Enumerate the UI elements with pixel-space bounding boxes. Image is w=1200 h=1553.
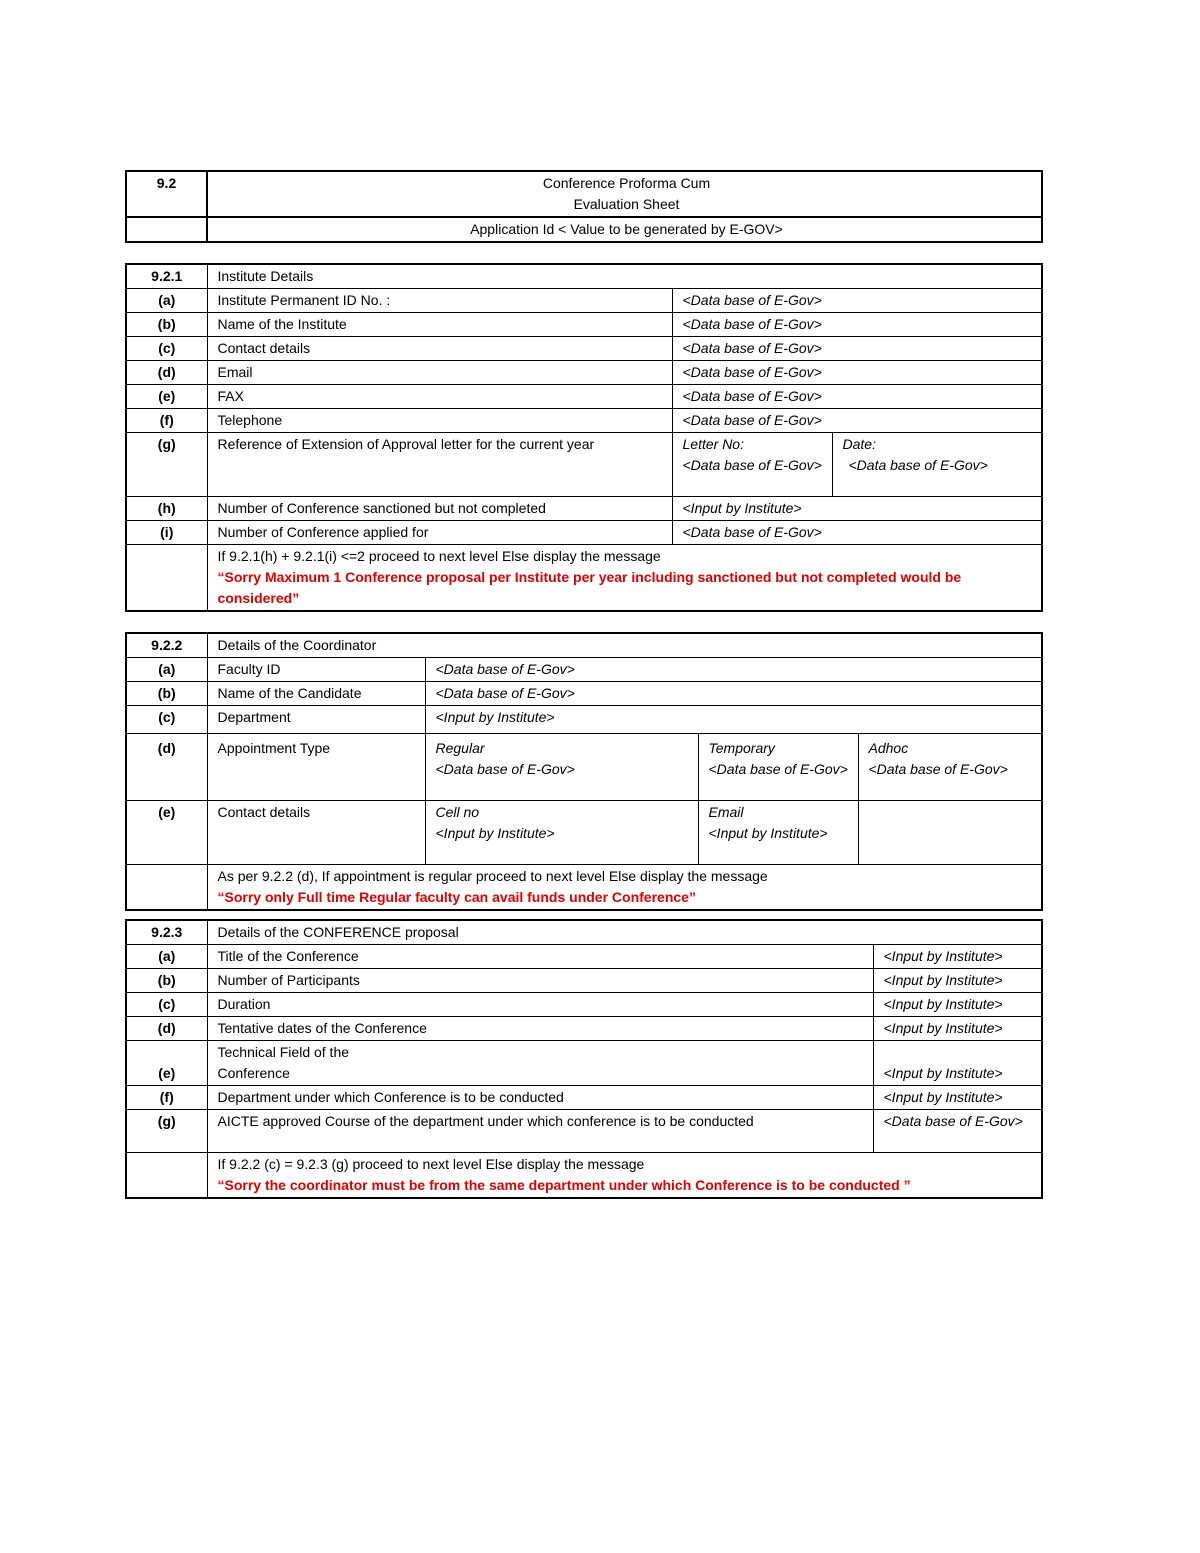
- row-value[interactable]: <Input by Institute>: [873, 1041, 1042, 1086]
- form-title-line2: Evaluation Sheet: [573, 196, 680, 212]
- row-value[interactable]: <Input by Institute>: [672, 497, 1042, 521]
- coordinator-rule-text: As per 9.2.2 (d), If appointment is regular proceed to next level Else display the message: [217, 868, 768, 884]
- row-code: (e): [126, 385, 207, 409]
- row-label: Number of Participants: [207, 969, 873, 993]
- row-label: Institute Permanent ID No. :: [207, 289, 672, 313]
- table-row: [126, 521, 1042, 545]
- date-label: Date:: [842, 436, 876, 452]
- row-label: Duration: [207, 993, 873, 1017]
- contact-blank: [858, 801, 1042, 865]
- row-value[interactable]: <Data base of E-Gov>: [672, 361, 1042, 385]
- row-code: (c): [126, 993, 207, 1017]
- proposal-section-title: Details of the CONFERENCE proposal: [207, 920, 1042, 945]
- row-value[interactable]: <Input by Institute>: [873, 945, 1042, 969]
- row-label: FAX: [207, 385, 672, 409]
- proposal-rule: [207, 1153, 1042, 1199]
- table-row: [126, 497, 1042, 521]
- header-table: [125, 170, 1043, 243]
- table-row: [126, 289, 1042, 313]
- coordinator-section-title: Details of the Coordinator: [207, 633, 1042, 658]
- table-row: [126, 969, 1042, 993]
- row-code: (d): [126, 1017, 207, 1041]
- application-id-blank: [126, 217, 207, 242]
- row-label: Contact details: [207, 801, 425, 865]
- row-code: (f): [126, 409, 207, 433]
- table-row: [126, 658, 1042, 682]
- table-row: [126, 734, 1042, 801]
- table-row: [126, 313, 1042, 337]
- table-row: [126, 337, 1042, 361]
- row-value[interactable]: <Input by Institute>: [873, 993, 1042, 1017]
- table-row: [126, 361, 1042, 385]
- cell-no-value: <Input by Institute>: [435, 825, 555, 841]
- row-value[interactable]: <Data base of E-Gov>: [425, 682, 1042, 706]
- row-code: (c): [126, 706, 207, 734]
- email-cell[interactable]: [698, 801, 858, 865]
- row-label: Number of Conference applied for: [207, 521, 672, 545]
- row-label: Reference of Extension of Approval letter for the current year: [207, 433, 672, 497]
- row-code: (i): [126, 521, 207, 545]
- row-value[interactable]: <Data base of E-Gov>: [672, 409, 1042, 433]
- letter-no-cell[interactable]: [672, 433, 832, 497]
- form-title: [207, 171, 1042, 217]
- table-row: [126, 801, 1042, 865]
- proposal-details-table: [125, 919, 1043, 1199]
- section-number: 9.2: [126, 171, 207, 217]
- date-cell[interactable]: [832, 433, 1042, 497]
- row-code: (b): [126, 313, 207, 337]
- regular-cell[interactable]: [425, 734, 698, 801]
- cell-no-label: Cell no: [435, 804, 480, 820]
- temporary-label: Temporary: [708, 740, 775, 756]
- letter-no-value: <Data base of E-Gov>: [682, 457, 822, 473]
- table-row: [126, 1110, 1042, 1153]
- rule-blank: [126, 545, 207, 612]
- adhoc-value: <Data base of E-Gov>: [868, 761, 1008, 777]
- institute-rule-text: If 9.2.1(h) + 9.2.1(i) <=2 proceed to next level Else display the message: [217, 548, 661, 564]
- email-value: <Input by Institute>: [708, 825, 828, 841]
- institute-rule: [207, 545, 1042, 612]
- row-code: (d): [126, 734, 207, 801]
- institute-section-title: Institute Details: [207, 264, 1042, 289]
- row-label: Name of the Institute: [207, 313, 672, 337]
- row-value[interactable]: <Data base of E-Gov>: [425, 658, 1042, 682]
- row-value[interactable]: <Input by Institute>: [873, 1017, 1042, 1041]
- institute-details-table: [125, 263, 1043, 612]
- row-label: Department: [207, 706, 425, 734]
- table-row: [126, 945, 1042, 969]
- row-label: Faculty ID: [207, 658, 425, 682]
- coordinator-section-code: 9.2.2: [126, 633, 207, 658]
- row-label: Number of Conference sanctioned but not completed: [207, 497, 672, 521]
- coordinator-rule: [207, 865, 1042, 911]
- row-label: Email: [207, 361, 672, 385]
- coordinator-details-table: [125, 632, 1043, 911]
- form-title-line1: Conference Proforma Cum: [542, 175, 711, 191]
- row-value[interactable]: <Input by Institute>: [425, 706, 1042, 734]
- email-label: Email: [708, 804, 744, 820]
- row-code: (h): [126, 497, 207, 521]
- row-code: (b): [126, 682, 207, 706]
- table-row: [126, 682, 1042, 706]
- row-code: (b): [126, 969, 207, 993]
- table-row: [126, 1086, 1042, 1110]
- table-row: [126, 385, 1042, 409]
- table-row: [126, 409, 1042, 433]
- row-code: (e): [126, 1041, 207, 1086]
- row-code: (e): [126, 801, 207, 865]
- application-id: Application Id < Value to be generated by E-GOV>: [207, 217, 1042, 242]
- row-code: (d): [126, 361, 207, 385]
- row-code: (g): [126, 433, 207, 497]
- tech-field-label-line2: Conference: [217, 1065, 290, 1081]
- row-label: AICTE approved Course of the department under which conference is to be conducted: [207, 1110, 873, 1153]
- tech-field-label-line1: Technical Field of the: [217, 1044, 350, 1060]
- row-label: Contact details: [207, 337, 672, 361]
- temporary-value: <Data base of E-Gov>: [708, 761, 848, 777]
- table-row: [126, 993, 1042, 1017]
- row-code: (c): [126, 337, 207, 361]
- row-value[interactable]: <Data base of E-Gov>: [672, 289, 1042, 313]
- row-code: (a): [126, 289, 207, 313]
- date-value: <Data base of E-Gov>: [848, 457, 988, 473]
- row-label: Title of the Conference: [207, 945, 873, 969]
- rule-blank: [126, 865, 207, 911]
- row-value[interactable]: <Data base of E-Gov>: [672, 385, 1042, 409]
- row-label: Appointment Type: [207, 734, 425, 801]
- institute-error-message: “Sorry Maximum 1 Conference proposal per Institute per year including sanctioned but not completed would be considered”: [217, 569, 962, 606]
- proposal-rule-text: If 9.2.2 (c) = 9.2.3 (g) proceed to next level Else display the message: [217, 1156, 645, 1172]
- row-label: Name of the Candidate: [207, 682, 425, 706]
- row-value[interactable]: <Input by Institute>: [873, 1086, 1042, 1110]
- row-code: (a): [126, 945, 207, 969]
- adhoc-cell[interactable]: [858, 734, 1042, 801]
- row-code: (a): [126, 658, 207, 682]
- cell-no-cell[interactable]: [425, 801, 698, 865]
- row-value[interactable]: <Input by Institute>: [873, 969, 1042, 993]
- regular-value: <Data base of E-Gov>: [435, 761, 575, 777]
- row-value[interactable]: <Data base of E-Gov>: [873, 1110, 1042, 1153]
- regular-label: Regular: [435, 740, 485, 756]
- proposal-error-message: “Sorry the coordinator must be from the same department under which Conference is to be conducted ”: [217, 1177, 911, 1193]
- row-label: Department under which Conference is to be conducted: [207, 1086, 873, 1110]
- row-code: (f): [126, 1086, 207, 1110]
- table-row: [126, 1041, 1042, 1086]
- row-label: Telephone: [207, 409, 672, 433]
- letter-no-label: Letter No:: [682, 436, 744, 452]
- row-code: (g): [126, 1110, 207, 1153]
- row-value[interactable]: <Data base of E-Gov>: [672, 313, 1042, 337]
- proposal-section-code: 9.2.3: [126, 920, 207, 945]
- temporary-cell[interactable]: [698, 734, 858, 801]
- row-label: Tentative dates of the Conference: [207, 1017, 873, 1041]
- adhoc-label: Adhoc: [868, 740, 909, 756]
- institute-section-code: 9.2.1: [126, 264, 207, 289]
- row-label: [207, 1041, 873, 1086]
- table-row: [126, 706, 1042, 734]
- table-row: [126, 1017, 1042, 1041]
- row-value[interactable]: <Data base of E-Gov>: [672, 521, 1042, 545]
- rule-blank: [126, 1153, 207, 1199]
- row-value[interactable]: <Data base of E-Gov>: [672, 337, 1042, 361]
- coordinator-error-message: “Sorry only Full time Regular faculty can avail funds under Conference”: [217, 889, 696, 905]
- table-row: [126, 433, 1042, 497]
